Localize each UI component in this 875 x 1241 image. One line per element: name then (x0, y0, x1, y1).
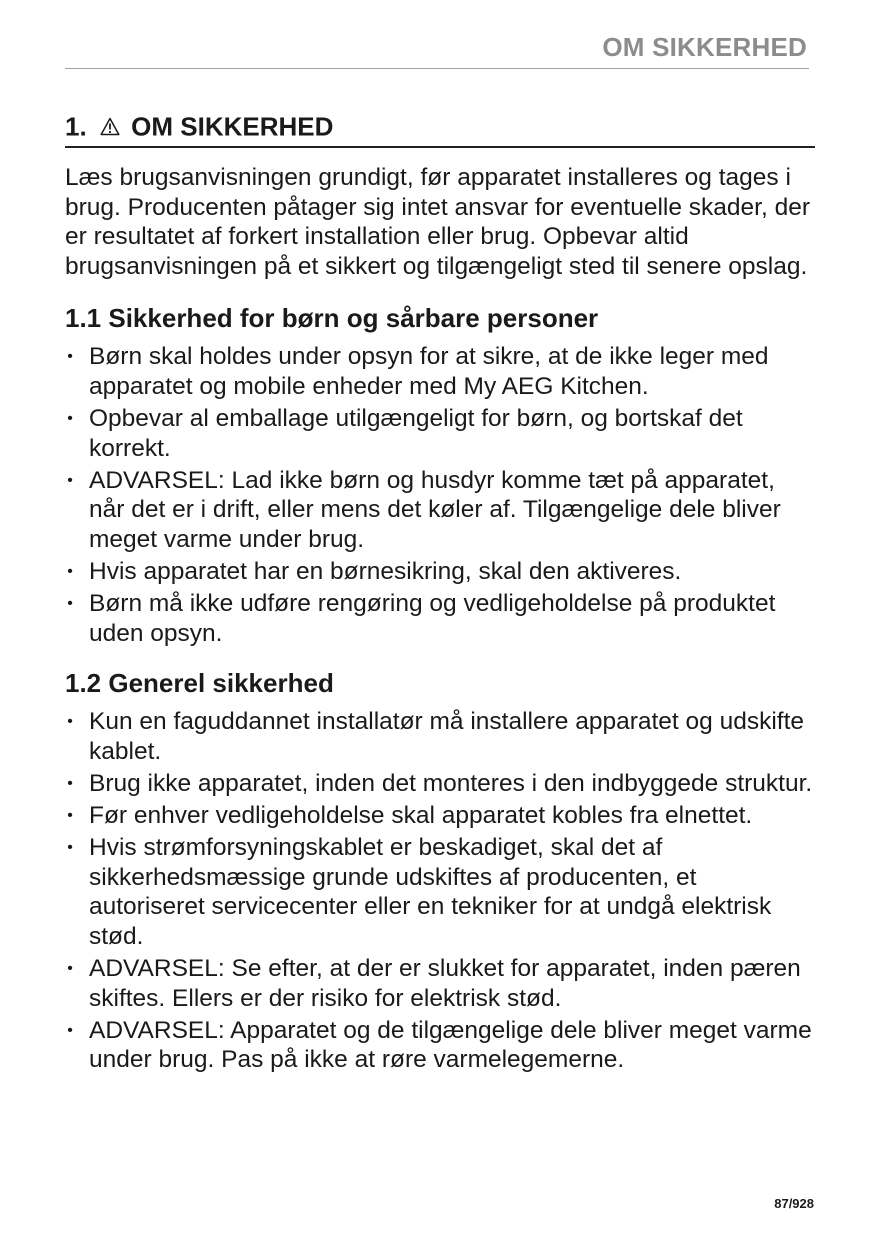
list-item (65, 557, 817, 587)
chapter-title: OM SIKKERHED (131, 111, 334, 142)
bullet-icon: • (67, 839, 73, 857)
list-item-text: Børn må ikke udføre rengøring og vedligeholdelse på produktet uden opsyn. (89, 590, 776, 647)
bullet-icon: • (67, 471, 73, 489)
bullet-icon: • (67, 713, 73, 731)
list-item (65, 404, 817, 463)
list-item (65, 954, 817, 1013)
list-item (65, 589, 817, 648)
section-children-safety (65, 303, 817, 648)
list-item (65, 801, 817, 831)
bullet-icon: • (67, 775, 73, 792)
running-header-title: OM SIKKERHED (602, 32, 807, 62)
list-item (65, 769, 817, 799)
page-content (65, 163, 817, 1077)
list-item-text: Før enhver vedligeholdelse skal apparatet kobles fra elnettet. (89, 802, 753, 830)
bullet-icon: • (67, 348, 73, 366)
list-item (65, 707, 817, 766)
bullet-list (65, 342, 817, 648)
bullet-list (65, 707, 817, 1075)
list-item (65, 1016, 817, 1075)
list-item-text: Hvis strømforsyningskablet er beskadiget, skal det af sikkerhedsmæssige grunde udskiftes af producenten, et autoriseret servicecenter eller en tekniker for at undgå elektrisk stød. (89, 834, 772, 950)
bullet-icon: • (67, 807, 73, 825)
chapter-heading (65, 110, 815, 148)
section-title: 1.1 Sikkerhed for børn og sårbare personer (65, 303, 599, 334)
list-item (65, 833, 817, 951)
list-item-text: Hvis apparatet har en børnesikring, skal den aktiveres. (89, 558, 682, 586)
running-header (65, 30, 809, 69)
list-item-text: ADVARSEL: Se efter, at der er slukket for apparatet, inden pæren skiftes. Ellers er der risiko for elektrisk stød. (89, 955, 801, 1012)
list-item (65, 342, 817, 401)
list-item-text: ADVARSEL: Lad ikke børn og husdyr komme tæt på apparatet, når det er i drift, eller mens det køler af. Tilgængelige dele bliver meget varme under brug. (89, 466, 781, 553)
list-item (65, 466, 817, 555)
bullet-icon: • (67, 1021, 73, 1039)
list-item-text: Brug ikke apparatet, inden det monteres i den indbyggede struktur. (89, 770, 813, 797)
bullet-icon: • (67, 595, 73, 613)
section-general-safety (65, 668, 817, 1075)
warning-triangle-icon (100, 112, 120, 143)
bullet-icon: • (67, 563, 73, 581)
intro-paragraph: Læs brugsanvisningen grundigt, før apparatet installeres og tages i brug. Producenten påtager sig intet ansvar for eventuelle skader, der er resultatet af forkert installation eller brug. Opbevar altid brugsanvisningen på et sikkert og tilgængeligt sted til senere opslag. (65, 164, 810, 280)
list-item-text: Opbevar al emballage utilgængeligt for børn, og bortskaf det korrekt. (89, 405, 743, 462)
list-item-text: Børn skal holdes under opsyn for at sikre, at de ikke leger med apparatet og mobile enheder med My AEG Kitchen. (89, 343, 769, 400)
list-item-text: Kun en faguddannet installatør må installere apparatet og udskifte kablet. (89, 708, 805, 765)
chapter-number: 1. (65, 111, 87, 142)
bullet-icon: • (67, 960, 73, 978)
list-item-text: ADVARSEL: Apparatet og de tilgængelige dele bliver meget varme under brug. Pas på ikke at røre varmelegemerne. (89, 1016, 812, 1074)
page-number: 87/928 (774, 1196, 814, 1211)
bullet-icon: • (67, 410, 73, 428)
section-title: 1.2 Generel sikkerhed (65, 668, 334, 699)
